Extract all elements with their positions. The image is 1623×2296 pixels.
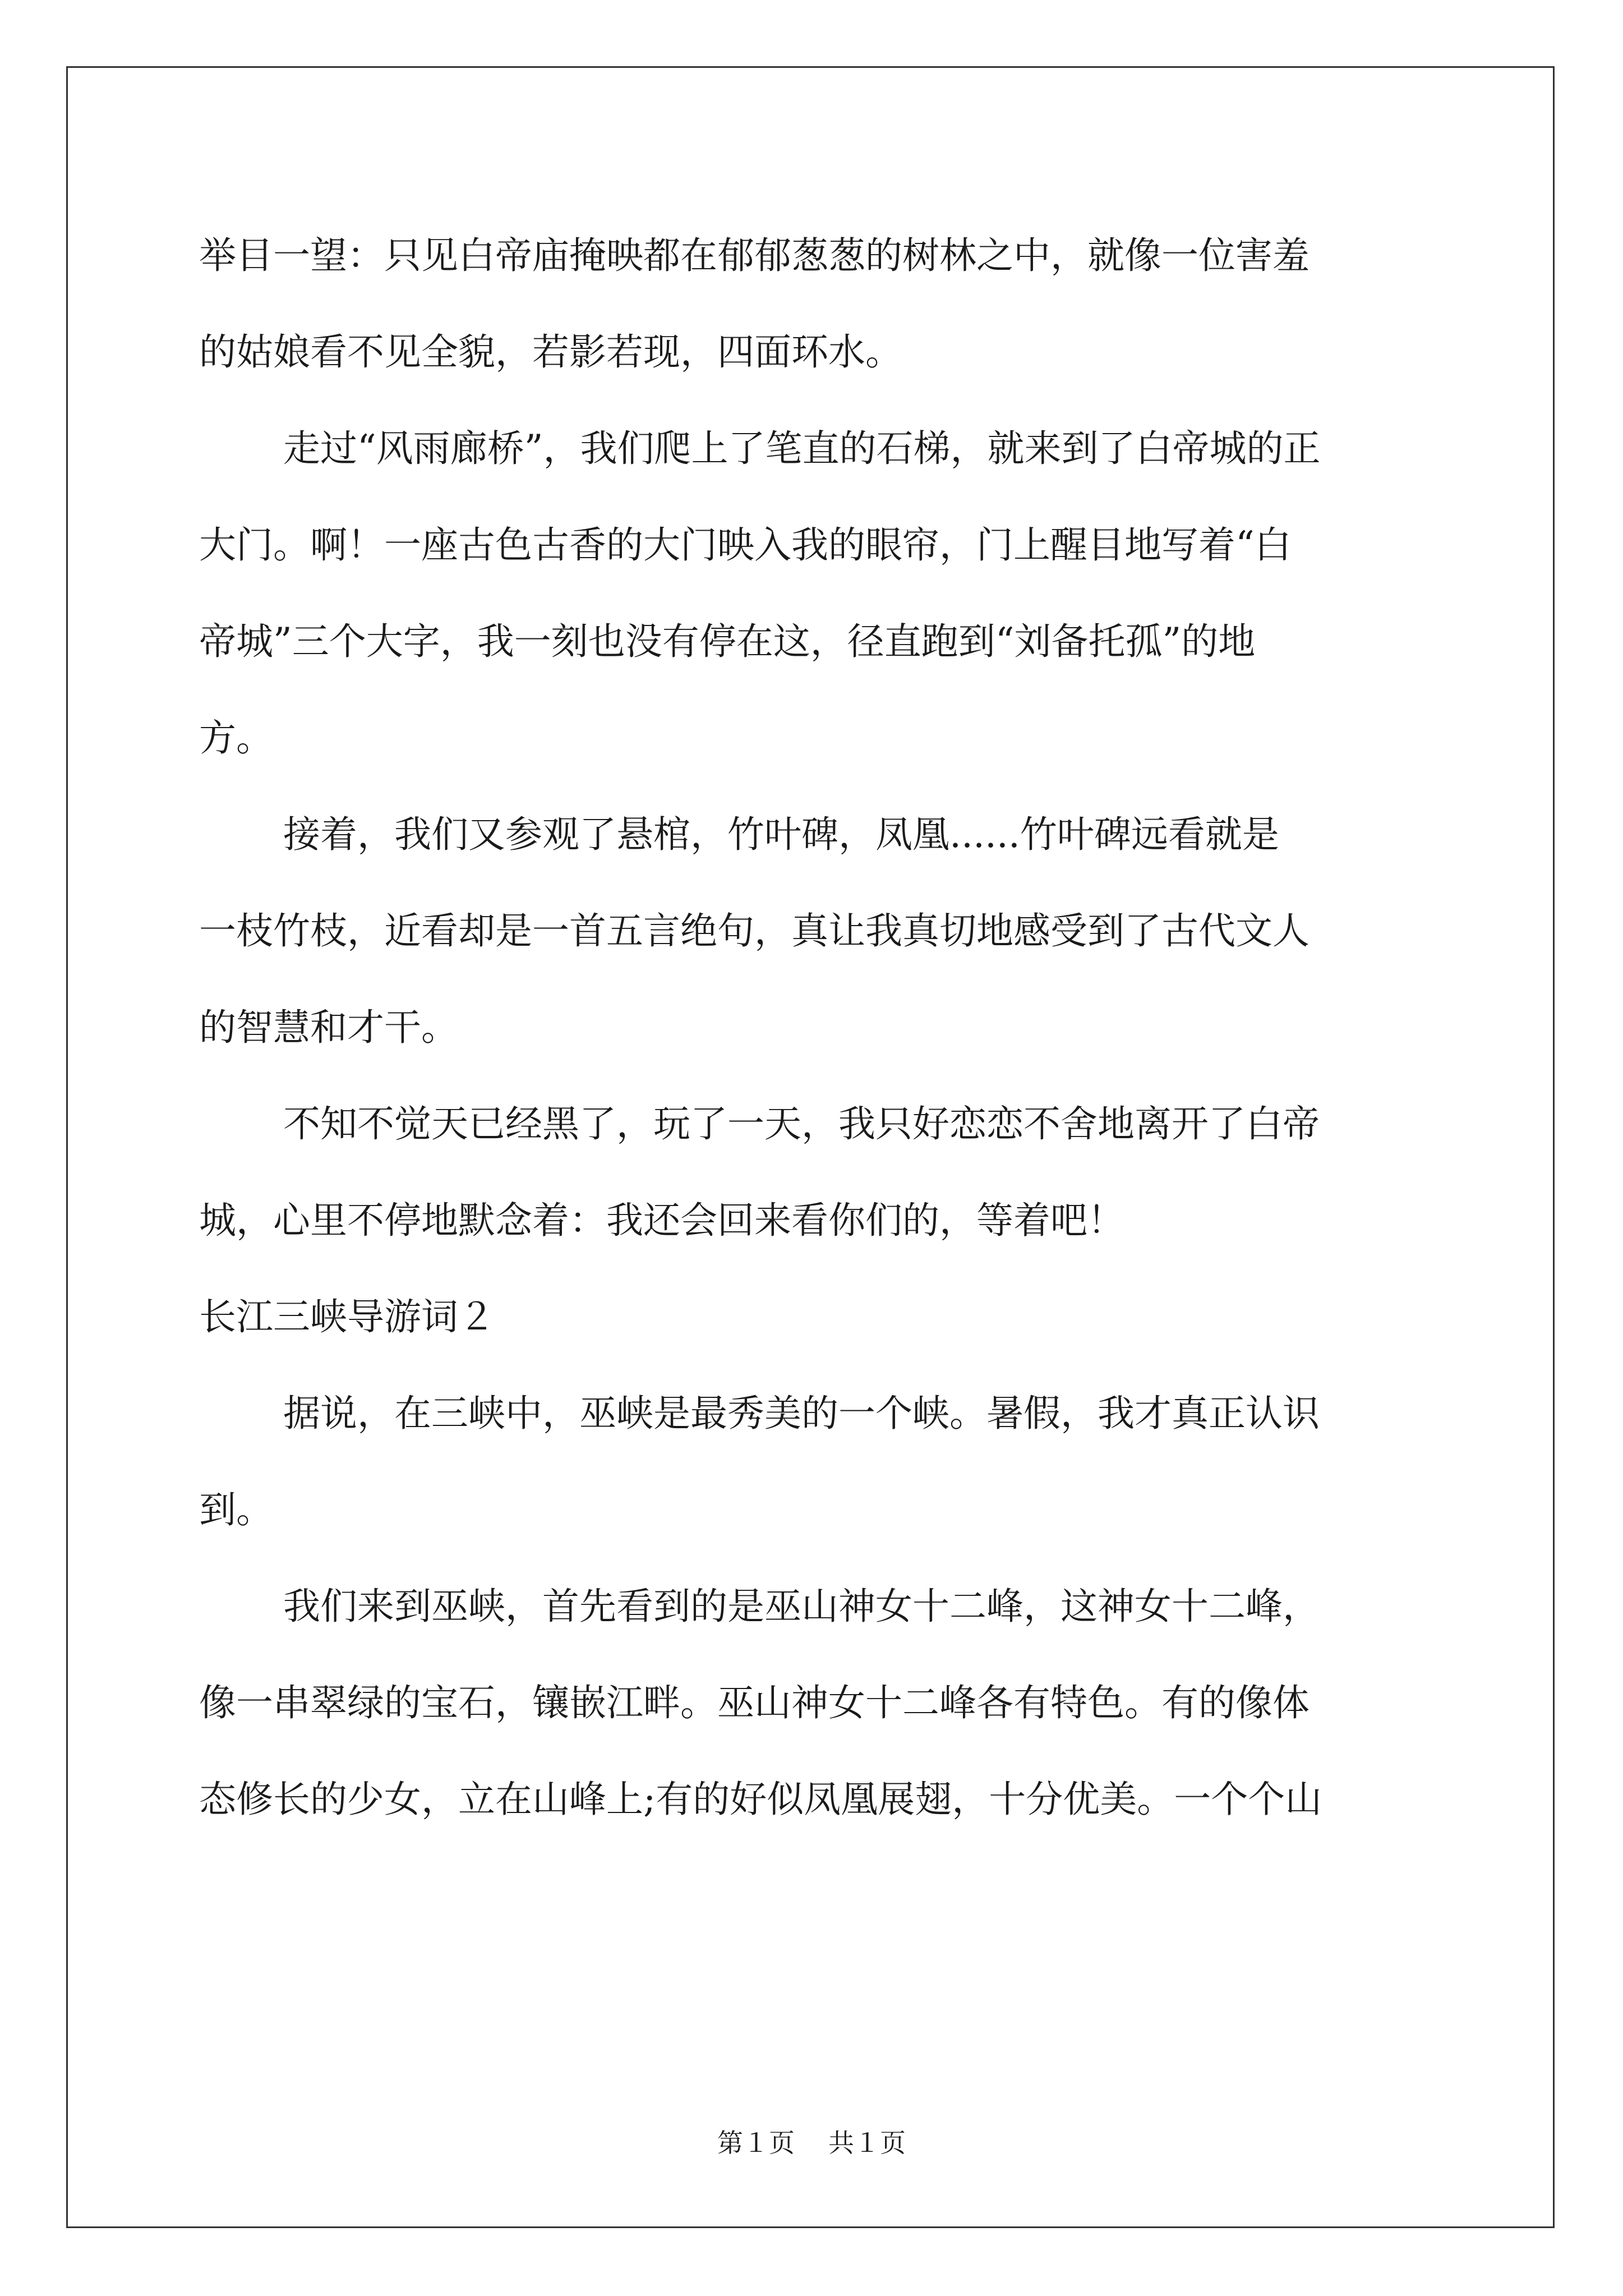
- text-line: 到。: [199, 1488, 273, 1531]
- text-line: 的智慧和才干。: [199, 1006, 458, 1049]
- page-footer: [0, 2126, 1623, 2160]
- text-line: 大门。啊！一座古色古香的大门映入我的眼帘，门上醒目地写着“白: [199, 523, 1292, 567]
- text-line: 帝城”三个大字，我一刻也没有停在这，径直跑到“刘备托孤”的地: [199, 620, 1256, 663]
- text-line: 态修长的少女，立在山峰上;有的好似凤凰展翅，十分优美。一个个山: [199, 1778, 1322, 1821]
- text-line: 的姑娘看不见全貌，若影若现，四面环水。: [199, 330, 902, 374]
- paragraph-start-line: 我们来到巫峡，首先看到的是巫山神女十二峰，这神女十二峰，: [283, 1585, 1320, 1628]
- paragraph-start-line: 接着，我们又参观了悬棺，竹叶碑，凤凰......竹叶碑远看就是: [283, 813, 1279, 856]
- text-line: 方。: [199, 716, 273, 760]
- text-line: 像一串翠绿的宝石，镶嵌江畔。巫山神女十二峰各有特色。有的像体: [199, 1681, 1310, 1724]
- text-line: 举目一望：只见白帝庙掩映都在郁郁葱葱的树林之中，就像一位害羞: [199, 234, 1310, 277]
- paragraph-start-line: 走过“风雨廊桥”，我们爬上了笔直的石梯，就来到了白帝城的正: [283, 427, 1321, 470]
- page-number-current: 第１页: [717, 2128, 795, 2158]
- section-heading: 长江三峡导游词２: [199, 1295, 495, 1338]
- paragraph-start-line: 不知不觉天已经黑了，玩了一天，我只好恋恋不舍地离开了白帝: [283, 1102, 1320, 1145]
- text-line: 城，心里不停地默念着：我还会回来看你们的，等着吧！: [199, 1199, 1124, 1242]
- paragraph-start-line: 据说，在三峡中，巫峡是最秀美的一个峡。暑假，我才真正认识: [283, 1392, 1320, 1435]
- document-body: [199, 208, 1427, 1848]
- text-line: 一枝竹枝，近看却是一首五言绝句，真让我真切地感受到了古代文人: [199, 909, 1310, 953]
- page-number-total: 共１页: [828, 2128, 906, 2158]
